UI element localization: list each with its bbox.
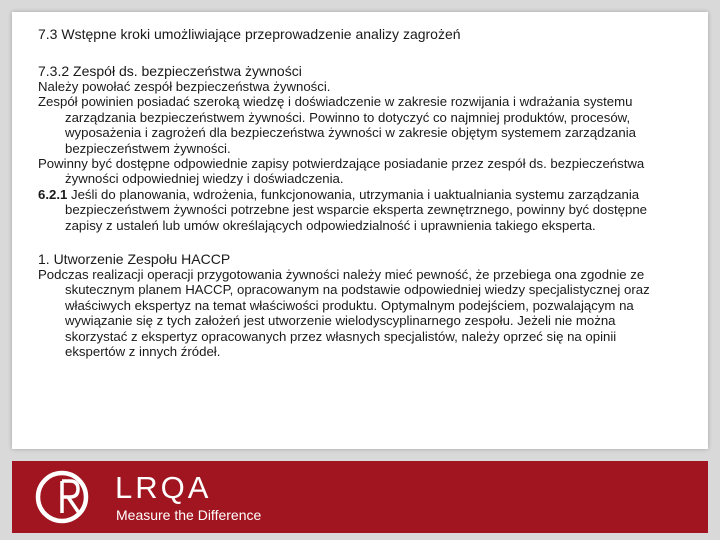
lrqa-logo-icon [32,467,92,527]
brand-tagline: Measure the Difference [116,507,262,523]
section-1-paragraph-4-text: Jeśli do planowania, wdrożenia, funkcjonowania, utrzymania i uaktualniania systemu zarządzania bezpieczeństwem żywności potrzebne jest wsparcie eksperta zewnętrznego, powinny być dostępne zapisy z ustaleń lub umów określających odpowiedzialność i uprawnienia takiego eksperta. [65,186,648,233]
brand-name: LRQA [115,470,212,505]
footer-banner [12,461,708,533]
slide-content [38,26,678,360]
spacer [38,233,678,251]
section-1-paragraph-2: Zespół powinien posiadać szeroką wiedzę i doświadczenie w zakresie rozwijania i wdrażania systemu zarządzania bezpieczeństwem żywności. Powinno to dotyczyć co najmniej produktów, procesów, wyposażenia i zagrożeń dla bezpieczeństwa żywności w zakresie objętym systemem zarządzania bezpieczeństwem żywności. [38,94,636,156]
section-1-paragraph-4 [38,187,678,233]
slide-heading: 7.3 Wstępne kroki umożliwiające przeprowadzenie analizy zagrożeń [38,26,461,42]
slide-body [12,12,708,449]
section-2-title: 1. Utworzenie Zespołu HACCP [38,251,231,268]
section-2-paragraph-1: Podczas realizacji operacji przygotowania żywności należy mieć pewność, że przebiega ona zgodnie ze skutecznym planem HACCP, opracowanym na podstawie odpowiedniej wiedzy specjalistycznej oraz właściwych ekspertyz na temat właściwości produktu. Optymalnym podejściem, pozwalającym na wywiązanie się z tych założeń jest utworzenie wielodyscyplinarnego zespołu. Jeżeli nie można skorzystać z ekspertyz opracowanych przez własnych specjalistów, należy oprzeć się na opinii ekspertów z innych źródeł. [38,267,650,360]
section-1-title: 7.3.2 Zespół ds. bezpieczeństwa żywności [38,63,302,79]
clause-number: 6.2.1 [38,186,68,202]
section-1-paragraph-3: Powinny być dostępne odpowiednie zapisy potwierdzające posiadanie przez zespół ds. bezpieczeństwa żywności odpowiedniej wiedzy i doświadczenia. [38,156,645,187]
section-1-paragraph-1: Należy powołać zespół bezpieczeństwa żywności. [38,79,331,94]
